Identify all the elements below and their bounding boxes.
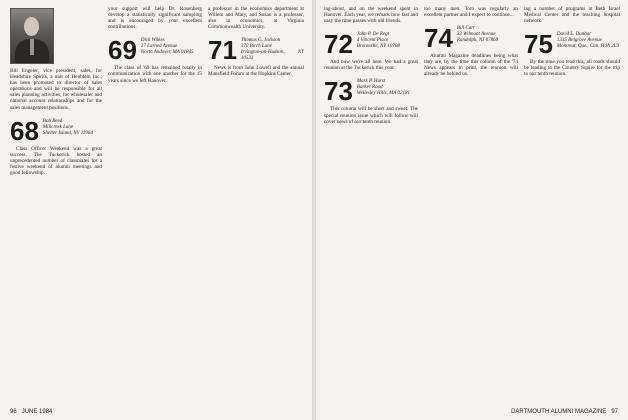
page-number: 96	[10, 409, 17, 415]
class-entry-71	[208, 35, 304, 66]
class-entry-68	[10, 115, 102, 146]
class-entry-69	[108, 35, 202, 66]
portrait-photo	[10, 8, 54, 64]
class-secretary-address: John P. De Regt 4 Vincent Place Bronxville, NY 10708	[356, 32, 400, 50]
column-text: Class Officer Weekend was a great success. The Tuckerick hosted an unprecedented number of classmates for a festive weekend of alumni meetings and good fellowship.	[10, 145, 102, 177]
right-column-2	[424, 6, 518, 402]
column-text: By the time you read this, all roads should be leading to the Country Squire for the trip to our tenth reunion.	[524, 59, 620, 78]
class-year: 74	[424, 23, 453, 54]
class-secretary-address: Bill Carr 33 Wilmont Avenue Randolph, NJ 07869	[456, 26, 499, 44]
column-text: your support will help Dr. Rosenberg develop a statistically significant sampling and is encouraged by your excellent contributions.	[108, 6, 202, 31]
column-text: News is from John Lowell and the annual Mansfield Forum at the Hopkins Center.	[208, 65, 304, 78]
class-secretary-address: Dick Wilkes 27 Larned Avenue North Andover, MA 01845	[140, 38, 194, 56]
column-text: Alumni Magazine deadlines being what they are, by the time this column of the '74 News appears in print, the reunion will already be behind us.	[424, 53, 518, 78]
column-text: ing-about, and on the weekend spent in Hanover. Each year, we remark how fast and easy the time passes with old friends.	[324, 6, 418, 25]
class-secretary-address: Thomas G. Jackson 370 Birch Lane Irvington-on-Hudson, NY 10533	[240, 38, 304, 62]
magazine-name: DARTMOUTH ALUMNI MAGAZINE	[511, 409, 607, 415]
class-year: 69	[108, 35, 137, 66]
left-page	[0, 0, 312, 420]
column-text: The class of '69 has remained totally in communication with one another for the 15 years since we left Hanover.	[108, 65, 202, 84]
class-secretary-address: Bob Reed Millcreek Lane Shelter Island, NY 11964	[42, 118, 93, 136]
column-text: a professor in the economics department at Willem and Mary, and Susan is a professor, also in economics, at Virginia Commonwealth University.	[208, 6, 304, 31]
right-footer	[326, 408, 618, 416]
class-secretary-address: Mark P. Hurst Barker Road Wellesley Hills, MA 02181	[356, 79, 410, 97]
column-text: Bill Engeler, vice president, sales, for Headshire Spirits, a unit of Heublein Inc., has been promoted to director of sales operations and will be responsible for all sales planning activities, for wholesaler and national account relationships and for the sales management positions.	[10, 68, 102, 111]
right-column-3	[524, 6, 620, 402]
class-year: 71	[208, 35, 237, 66]
class-entry-74	[424, 23, 518, 54]
left-footer	[10, 408, 302, 416]
class-entry-72	[324, 29, 418, 60]
right-column-1	[324, 6, 418, 402]
column-text: And now we're all here. We had a great reunion at the Tuckerick this year.	[324, 59, 418, 72]
column-text: too many men. Tom was regularly an excellent partner and I expect to continue...	[424, 6, 518, 19]
class-secretary-address: David L. Dunbar 1335 Belgrave Avenue Montreal, Que., Can. H4A 2L9	[556, 32, 619, 50]
class-year: 73	[324, 76, 353, 107]
page-number: 97	[611, 409, 618, 415]
class-year: 75	[524, 29, 553, 60]
class-entry-73	[324, 76, 418, 107]
issue-date: JUNE 1984	[21, 409, 53, 415]
left-column-1	[10, 6, 102, 402]
left-column-2	[108, 6, 202, 402]
column-text: ing a number of programs at Beth Israel Medical Center and the teaching hospital network.	[524, 6, 620, 25]
class-year: 72	[324, 29, 353, 60]
left-column-3	[208, 6, 304, 402]
class-year: 68	[10, 115, 39, 146]
column-text: This column will be short and sweet. The special reunion issue which will follow will cover news of our tenth reunion.	[324, 106, 418, 125]
class-entry-75	[524, 29, 620, 60]
right-page	[316, 0, 628, 420]
